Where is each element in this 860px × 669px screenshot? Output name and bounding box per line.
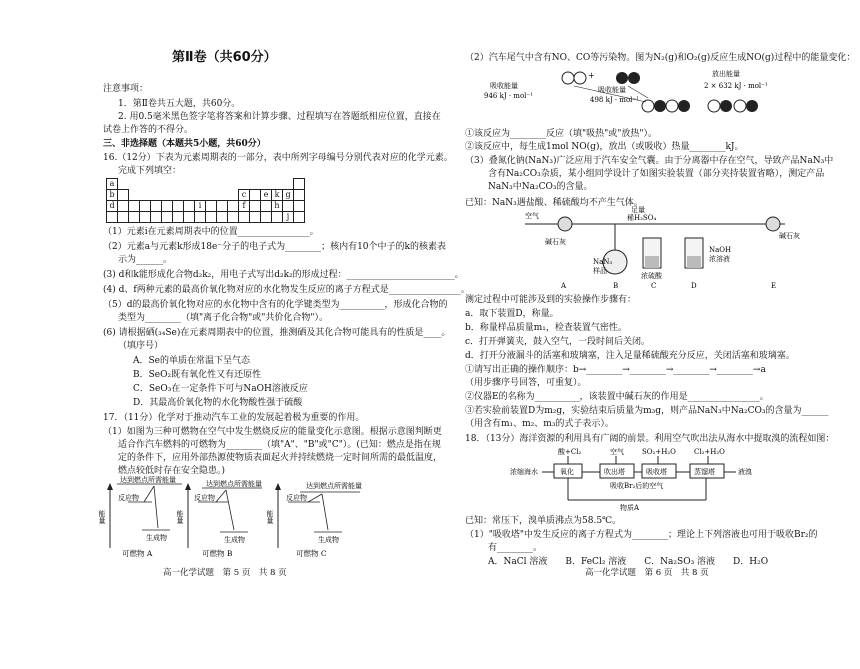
energy-diagram-b [176, 478, 280, 558]
q16-5b: 类型为________（填"离子化合物"或"共价化合物"）。 [118, 313, 329, 323]
periodic-table [106, 178, 305, 223]
diagram-b-product-label: 生成物 [224, 536, 245, 544]
bond-energy-diagram [484, 66, 790, 124]
q16-6a: (6) 请根据硒(₃₄Se)在元素周期表中的位置，推测硒及其化合物可能具有的性质是____。 [103, 328, 451, 338]
known-note: 已知：NaN₃遇盐酸、稀硫酸均不产生气体。 [465, 198, 643, 208]
q17-1d: 燃点较低时存在安全隐患。) [118, 466, 226, 476]
flow-substance-a: 物质A [620, 504, 640, 512]
label-sample-2: 样品 [593, 267, 607, 275]
diagram-a-energy-label: 能量 [98, 510, 106, 524]
step-d: d．打开分液漏斗的活塞和玻璃塞，注入足量稀硫酸充分反应，关闭活塞和玻璃塞。 [465, 351, 795, 361]
pt-cell-g: g [283, 190, 294, 201]
pt-cell-h: h [272, 201, 283, 212]
flow-blow-tower: 吹出塔 [604, 468, 625, 476]
step-a: a．取下装置D，称量。 [465, 309, 559, 319]
known-note-2: 已知：常压下，溴单质沸点为58.5℃。 [465, 516, 622, 526]
q16-5a: （5）d的最高价氧化物对应的水化物中含有的化学键类型为__________，形成化合物的 [103, 300, 448, 310]
sub-question-3b: （用含有m₁、m₂、m₃的式子表示）。 [465, 419, 614, 429]
q17-1a: （1）如图为三种可燃物在空气中发生燃烧反应的能量变化示意图。根据示意图判断更 [103, 427, 442, 437]
diagram-b-reactant-label: 反应物 [194, 494, 215, 502]
q16-option-b: B．SeO₂既有氧化性又有还原性 [133, 370, 262, 380]
absorb-energy-2-value: 498 kJ · mol⁻¹ [590, 96, 639, 104]
absorb-energy-1-label: 吸收能量 [490, 82, 518, 90]
diagram-b-energy-label: 能量 [176, 510, 184, 524]
pt-cell-e: e [261, 190, 272, 201]
q17-1b: 适合作汽车燃料的可燃物为________（填"A"、"B"或"C"）。(已知：燃点是指在规 [118, 440, 441, 450]
q16-instruction: 完成下列填空： [118, 166, 182, 176]
q16-3: (3) d和k能形成化合物d₂k₂，用电子式写出d₂k₂的形成过程：________________________。 [103, 270, 464, 280]
flow-so2: SO₂+H₂O [642, 448, 676, 456]
diagram-a-top-label: 达到燃点所需能量 [120, 476, 176, 484]
q18-1a: （1）"吸收塔"中发生反应的离子方程式为________；理论上下列溶液也可用于吸收Br₂的 [465, 530, 818, 540]
sub-question-1b: （用步骤序号回答，可重复）。 [465, 378, 587, 388]
diagram-c-top-label: 达到燃点所需能量 [306, 482, 362, 490]
pt-cell-b: b [107, 190, 118, 201]
q17-3c: NaN₃中Na₂CO₃的含量。 [488, 182, 593, 192]
q16-option-d: D．其最高价氧化物的水化物酸性强于硫酸 [133, 398, 303, 408]
diagram-a-reactant-label: 反应物 [118, 494, 139, 502]
label-soda-lime-1: 碱石灰 [545, 238, 566, 246]
q16-2b: 示为______。 [118, 255, 173, 265]
label-acid-amount: 足量 [631, 206, 645, 214]
step-c: c．打开弹簧夹，鼓入空气，一段时间后关闭。 [465, 337, 651, 347]
label-air: 空气 [525, 212, 539, 220]
pt-cell-a: a [107, 179, 118, 190]
diagram-b-top-label: 达到燃点所需能量 [206, 480, 262, 488]
energy-diagram-c [266, 478, 370, 558]
q17-1c: 定的条件下，应用外部热源使物质表面起火并持续燃烧一定时间所需的最低温度， [118, 453, 443, 463]
q16-1: （1）元素i在元素周期表中的位置________________。 [103, 227, 319, 237]
q18-stem: 18．（13分）海洋资源的利用具有广阔的前景。利用空气吹出法从海水中提取溴的流程如图： [465, 434, 835, 444]
notice-item-1: 1．第Ⅱ卷共五大题，共60分。 [118, 99, 241, 109]
right-page [430, 0, 860, 669]
pt-cell-i: i [195, 201, 206, 212]
diagram-c-energy-label: 能量 [266, 510, 274, 524]
steps-heading: 测定过程中可能涉及到的实验操作步骤有： [465, 295, 637, 305]
diagram-b-caption: 可燃物 B [202, 549, 233, 558]
pt-cell-j: j [283, 212, 294, 223]
sub-question-2: ②仪器E的名称为__________，该装置中碱石灰的作用是________________。 [465, 392, 769, 402]
svg-text:+: + [588, 71, 595, 80]
q18-1b: 有________。 [488, 543, 543, 553]
flow-oxidize: 氧化 [560, 468, 574, 476]
label-e: E [771, 282, 777, 290]
flow-distill-tower: 蒸馏塔 [694, 468, 715, 476]
pt-cell-f: f [239, 201, 250, 212]
bromine-flow-diagram [510, 446, 790, 512]
sub-question-1a: ①请写出正确的操作顺序：b→________→________→________→________→a [465, 365, 766, 375]
flow-liquid-bromine: 液溴 [738, 468, 752, 476]
diagram-c-reactant-label: 反应物 [286, 494, 307, 502]
q17-3b: 含有Na₂CO₃杂质，某小组同学设计了如图实验装置（部分夹持装置省略），测定产品 [488, 169, 825, 179]
notice-item-2b: 试卷上作答的不得分。 [103, 125, 194, 135]
label-naoh: NaOH [709, 246, 732, 254]
diagram-c-caption: 可燃物 C [296, 549, 327, 558]
label-sample: NaN₃ [593, 258, 613, 266]
q18-options: A．NaCl 溶液 B．FeCl₂ 溶液 C．Na₂SO₃ 溶液 D．H₂O [488, 557, 769, 567]
q16-4: (4) d、f两种元素的最高价氧化物对应的水化物发生反应的离子方程式是________________。 [103, 285, 470, 295]
label-acid: 稀H₂SO₄ [627, 214, 657, 222]
flow-absorb-tower: 吸收塔 [646, 468, 667, 476]
q17-2-1: ①该反应为________反应（填"吸热"或"放热"）。 [465, 129, 658, 139]
diagram-c-product-label: 生成物 [318, 536, 339, 544]
absorb-energy-1-value: 946 kJ · mol⁻¹ [484, 92, 533, 100]
pt-cell-k: k [272, 190, 283, 201]
label-a: A [561, 282, 567, 290]
label-soda-lime-2: 碱石灰 [779, 232, 800, 240]
flow-acid-cl2: 酸+Cl₂ [558, 448, 582, 456]
label-c: C [651, 282, 657, 290]
label-b: B [613, 282, 619, 290]
q16-option-a: A．Se的单质在常温下呈气态 [133, 356, 250, 366]
diagram-a-product-label: 生成物 [146, 534, 167, 542]
notice-heading: 注意事项： [103, 84, 149, 94]
label-d: D [691, 282, 697, 290]
apparatus-diagram [515, 206, 815, 290]
absorb-energy-2-label: 吸收能量 [598, 86, 626, 94]
flow-air-after-br2: 吸收Br₂后的空气 [610, 482, 664, 490]
flow-cl2: Cl₂+H₂O [694, 448, 725, 456]
flow-sea-water: 浓缩海水 [510, 468, 538, 476]
label-conc-h2so4: 浓硫酸 [641, 272, 662, 280]
pt-cell-d: d [107, 201, 118, 212]
step-b: b．称量样品质量m₁，检查装置气密性。 [465, 323, 627, 333]
q16-stem: 16.（12分）下表为元素周期表的一部分，表中所列字母编号分别代表对应的化学元素。 [103, 153, 453, 163]
flow-air: 空气 [610, 448, 624, 456]
q17-2-heading: （2）汽车尾气中含有NO、CO等污染物。图为N₂(g)和O₂(g)反应生成NO(g)过程中的能量变化： [465, 53, 856, 63]
label-naoh-2: 浓溶液 [709, 255, 730, 263]
q17-3a: （3）叠氮化钠(NaN₃)广泛应用于汽车安全气囊。由于分离器中存在空气，导致产品NaN₃中 [465, 156, 834, 166]
q17-stem: 17．（11分）化学对于推动汽车工业的发展起着极为重要的作用。 [103, 413, 365, 423]
left-page-footer: 高一化学试题 第 5 页 共 8 页 [163, 568, 287, 578]
release-energy-value: 2 × 632 kJ · mol⁻¹ [704, 82, 768, 90]
release-energy-label: 放出能量 [712, 70, 740, 78]
right-page-footer: 高一化学试题 第 6 页 共 8 页 [585, 568, 709, 578]
notice-item-2a: 2. 用0.5毫米黑色签字笔将答案和计算步骤、过程填写在答题纸相应位置，直接在 [118, 112, 441, 122]
q16-option-c: C．SeO₃在一定条件下可与NaOH溶液反应 [133, 384, 308, 394]
pt-cell-c: c [239, 190, 250, 201]
sub-question-3a: ③若实验前装置D为m₂g，实验结束后质量为m₃g，则产品NaN₃中Na₂CO₃的含量为______ [465, 406, 829, 416]
q16-6b: （填序号） [118, 341, 164, 351]
section-title: 第Ⅱ卷（共60分） [172, 50, 277, 65]
q16-2a: （2）元素a与元素k形成18e⁻分子的电子式为________；核内有10个中子的k的核素表 [103, 242, 446, 252]
diagram-a-caption: 可燃物 A [122, 549, 153, 558]
section-3-heading: 三、非选择题（本题共5小题，共60分） [103, 139, 266, 149]
q17-2-2: ②该反应中，每生成1mol NO(g)，放出（或吸收）热量________kJ。 [465, 142, 744, 152]
